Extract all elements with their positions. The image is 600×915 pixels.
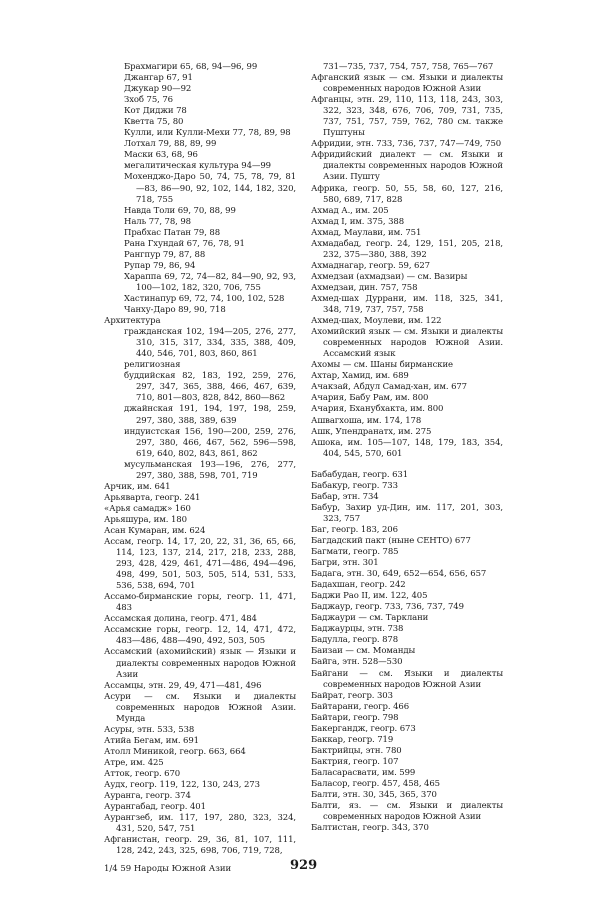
index-entry: Баг, геогр. 183, 206 xyxy=(311,524,398,535)
index-entry: Маски 63, 68, 96 xyxy=(124,150,198,161)
index-entry: Ассам, геогр. 14, 17, 20, 22, 31, 36, 65, 66, 114, 123, 137, 214, 217, 218, 233, 288, 293, 428, 429, 461, 471—486, 494—496, 498, 499, 501, 503, 505, 514, 531, 533, 536, 538, 694, 701 xyxy=(104,537,296,592)
index-entry: Байгани — см. Языки и диалекты современных народов Южной Азии xyxy=(311,668,503,690)
index-entry: Хастинапур 69, 72, 74, 100, 102, 528 xyxy=(124,293,285,304)
page-footer xyxy=(104,858,504,876)
index-entry: Багри, этн. 301 xyxy=(311,558,379,569)
index-entry: Бадахшан, геогр. 242 xyxy=(311,580,406,591)
index-entry: Афридии, этн. 733, 736, 737, 747—749, 750 xyxy=(311,139,502,150)
index-entry: «Арья самадж» 160 xyxy=(104,503,191,514)
index-entry: Ашока, им. 105—107, 148, 179, 183, 354, 404, 545, 570, 601 xyxy=(311,437,503,459)
index-entry: Мохенджо-Даро 50, 74, 75, 78, 79, 81—83, 86—90, 92, 102, 144, 182, 320, 718, 755 xyxy=(124,172,296,205)
index-entry: Афганцы, этн. 29, 110, 113, 118, 243, 303, 322, 323, 348, 676, 706, 709, 731, 735, 737, 751, 757, 759, 762, 780 см. также Пуштуны xyxy=(311,95,503,139)
index-entry: Афганский язык — см. Языки и диалекты современных народов Южной Азии xyxy=(311,73,503,95)
index-entry: Байтари, геогр. 798 xyxy=(311,712,399,723)
index-entry: Ассамо-бирманские горы, геогр. 11, 471, 483 xyxy=(104,592,296,614)
index-entry: Баджаури — см. Тарклани xyxy=(311,613,429,624)
index-entry: Баджаурцы, этн. 738 xyxy=(311,624,404,635)
index-entry: Джангар 67, 91 xyxy=(124,73,193,84)
index-entry: Бабар, этн. 734 xyxy=(311,491,379,502)
index-entry: Хараппа 69, 72, 74—82, 84—90, 92, 93, 100—102, 182, 320, 706, 755 xyxy=(124,271,296,293)
index-entry: Ахмед-шах, Моулеви, им. 122 xyxy=(311,316,442,327)
index-entry: Рангпур 79, 87, 88 xyxy=(124,249,206,260)
index-entry: Афганистан, геогр. 29, 36, 81, 107, 111, 128, 242, 243, 325, 698, 706, 719, 728, xyxy=(104,835,296,857)
index-entry: Кветта 75, 80 xyxy=(124,117,184,128)
index-entry: Бадулла, геогр. 878 xyxy=(311,635,399,646)
index-entry: Ахмад А., им. 205 xyxy=(311,205,389,216)
index-entry: Баджи Рао II, им. 122, 405 xyxy=(311,591,428,602)
index-entry: Афридийский диалект — см. Языки и диалекты современных народов Южной Азии. Пушту xyxy=(311,150,503,183)
index-entry: Балтистан, геогр. 343, 370 xyxy=(311,823,429,834)
index-entry: Байрат, геогр. 303 xyxy=(311,690,393,701)
index-entry: Атре, им. 425 xyxy=(104,757,164,768)
index-entry: гражданская 102, 194—205, 276, 277, 310, 315, 317, 334, 335, 388, 409, 440, 546, 701, 803, 860, 861 xyxy=(124,327,296,360)
index-entry: мусульманская 193—196, 276, 277, 297, 380, 388, 598, 701, 719 xyxy=(124,459,296,481)
index-column-left xyxy=(104,62,296,857)
index-entry: Архитектура xyxy=(104,316,161,327)
index-entry: Аудх, геогр. 119, 122, 130, 243, 273 xyxy=(104,780,260,791)
index-entry: Баккар, геогр. 719 xyxy=(311,734,394,745)
index-entry: Джукар 90—92 xyxy=(124,84,192,95)
index-entry: Бактрийцы, этн. 780 xyxy=(311,745,402,756)
index-entry: Ачария, Бханубхакта, им. 800 xyxy=(311,404,444,415)
index-entry: Аурангa, геогр. 374 xyxy=(104,791,191,802)
index-entry: Багмати, геогр. 785 xyxy=(311,547,399,558)
index-entry: Ахмаднагар, геогр. 59, 627 xyxy=(311,260,430,271)
index-entry: Ахмадабад, геогр. 24, 129, 151, 205, 218, 232, 375—380, 388, 392 xyxy=(311,238,503,260)
index-entry: Прабхас Патан 79, 88 xyxy=(124,227,221,238)
index-entry: Багдадский пакт (ныне СЕНТО) 677 xyxy=(311,535,471,546)
printer-signature: 1/4 59 Народы Южной Азии xyxy=(104,864,232,874)
index-entry: Бакергандж, геогр. 673 xyxy=(311,723,416,734)
index-entry: 731—735, 737, 754, 757, 758, 765—767 xyxy=(323,62,494,72)
index-entry: Байга, этн. 528—530 xyxy=(311,657,403,668)
index-entry: Ахмад I, им. 375, 388 xyxy=(311,216,405,227)
index-entry: Арьяварта, геогр. 241 xyxy=(104,492,201,503)
index-entry: Наль 77, 78, 98 xyxy=(124,216,191,227)
index-entry: Атток, геогр. 670 xyxy=(104,769,181,779)
index-entry: Ашк, Упендранатх, им. 275 xyxy=(311,426,432,437)
index-entry: Брахмагири 65, 68, 94—96, 99 xyxy=(124,62,258,72)
index-entry: Атолл Миникой, геогр. 663, 664 xyxy=(104,746,246,757)
index-column-right xyxy=(311,62,503,834)
index-entry: индуистская 156, 190—200, 259, 276, 297, 380, 466, 467, 562, 596—598, 619, 640, 802, 843, 861, 862 xyxy=(124,426,296,459)
index-entry: Байтарани, геогр. 466 xyxy=(311,701,410,712)
index-entry: Ахмедзаи (ахмадзаи) — см. Вазиры xyxy=(311,271,468,282)
index-entry: Африка, геогр. 50, 55, 58, 60, 127, 216, 580, 689, 717, 828 xyxy=(311,183,503,205)
index-entry: Ашвагхоша, им. 174, 178 xyxy=(311,415,422,426)
index-entry: Бактрия, геогр. 107 xyxy=(311,756,399,767)
index-entry: Бадага, этн. 30, 649, 652—654, 656, 657 xyxy=(311,569,487,580)
index-entry: Арчик, им. 641 xyxy=(104,481,171,492)
index-entry: Баизаи — см. Момaнды xyxy=(311,646,416,657)
index-entry: Бабабудан, геогр. 631 xyxy=(311,469,409,480)
index-entry: джайнская 191, 194, 197, 198, 259, 297, 380, 388, 389, 639 xyxy=(124,404,296,426)
page-number: 929 xyxy=(290,858,318,873)
index-entry: Рупар 79, 86, 94 xyxy=(124,260,196,271)
index-entry: буддийская 82, 183, 192, 259, 276, 297, 347, 365, 388, 466, 467, 639, 710, 801—803, 828, 842, 860—862 xyxy=(124,371,296,404)
index-entry: Ахмедзаи, дин. 757, 758 xyxy=(311,282,418,293)
index-entry: Ассамские горы, геогр. 12, 14, 471, 472, 483—486, 488—490, 492, 503, 505 xyxy=(104,625,296,647)
index-entry: Ахмад, Маулави, им. 751 xyxy=(311,227,422,238)
index-entry: Ассамская долина, геогр. 471, 484 xyxy=(104,614,257,625)
index-entry: Ахтар, Хамид, им. 689 xyxy=(311,371,409,382)
index-entry: Баласор, геогр. 457, 458, 465 xyxy=(311,779,440,789)
index-entry: Зхоб 75, 76 xyxy=(124,95,173,106)
index-entry: Кулли, или Кулли-Мехи 77, 78, 89, 98 xyxy=(124,128,291,139)
index-entry: Аурангзеб, им. 117, 197, 280, 323, 324, 431, 520, 547, 751 xyxy=(104,813,296,835)
index-entry: Аурангабад, геогр. 401 xyxy=(104,802,206,813)
index-entry: Атийа Бегам, им. 691 xyxy=(104,735,199,746)
index-entry: мегалитическая культура 94—99 xyxy=(124,161,271,172)
index-entry: Ассамский (ахомийский) язык — Языки и диалекты современных народов Южной Азии xyxy=(104,647,296,680)
index-entry: Балти, яз. — см. Языки и диалекты современных народов Южной Азии xyxy=(311,801,503,823)
index-entry: Асури — см. Языки и диалекты современных народов Южной Азии. Мунда xyxy=(104,691,296,724)
index-entry: Рана Гхундай 67, 76, 78, 91 xyxy=(124,238,245,249)
index-entry: религиозная xyxy=(124,360,181,371)
index-entry: Балти, этн. 30, 345, 365, 370 xyxy=(311,790,437,801)
index-entry: Арьяшура, им. 180 xyxy=(104,514,187,525)
index-entry: Чанху-Даро 89, 90, 718 xyxy=(124,305,226,316)
index-entry: Лотхал 79, 88, 89, 99 xyxy=(124,139,217,150)
index-entry: Кот Диджи 78 xyxy=(124,106,187,117)
index-entry: Бабур, Захир уд-Дин, им. 117, 201, 303, 323, 757 xyxy=(311,502,503,524)
index-entry: Баласарасвати, им. 599 xyxy=(311,767,416,778)
index-entry: Бабакур, геогр. 733 xyxy=(311,480,398,491)
index-entry: Ачария, Бабу Рам, им. 800 xyxy=(311,393,429,404)
index-entry: Навда Толи 69, 70, 88, 99 xyxy=(124,205,236,216)
index-entry: Асуры, этн. 533, 538 xyxy=(104,724,195,735)
index-entry: Ахомы — см. Шаны бирманские xyxy=(311,360,453,371)
index-entry: Асан Кумаран, им. 624 xyxy=(104,525,206,536)
index-entry: Ахомийский язык — см. Языки и диалекты современных народов Южной Азии. Ассамский язык xyxy=(311,327,503,360)
index-entry: Ахмед-шах Дуррани, им. 118, 325, 341, 348, 719, 737, 757, 758 xyxy=(311,293,503,316)
index-entry: Ассамцы, этн. 29, 49, 471—481, 496 xyxy=(104,680,262,691)
index-entry: Баджаур, геогр. 733, 736, 737, 749 xyxy=(311,602,464,613)
index-entry: Ачакзай, Абдул Самад-хан, им. 677 xyxy=(311,382,467,393)
